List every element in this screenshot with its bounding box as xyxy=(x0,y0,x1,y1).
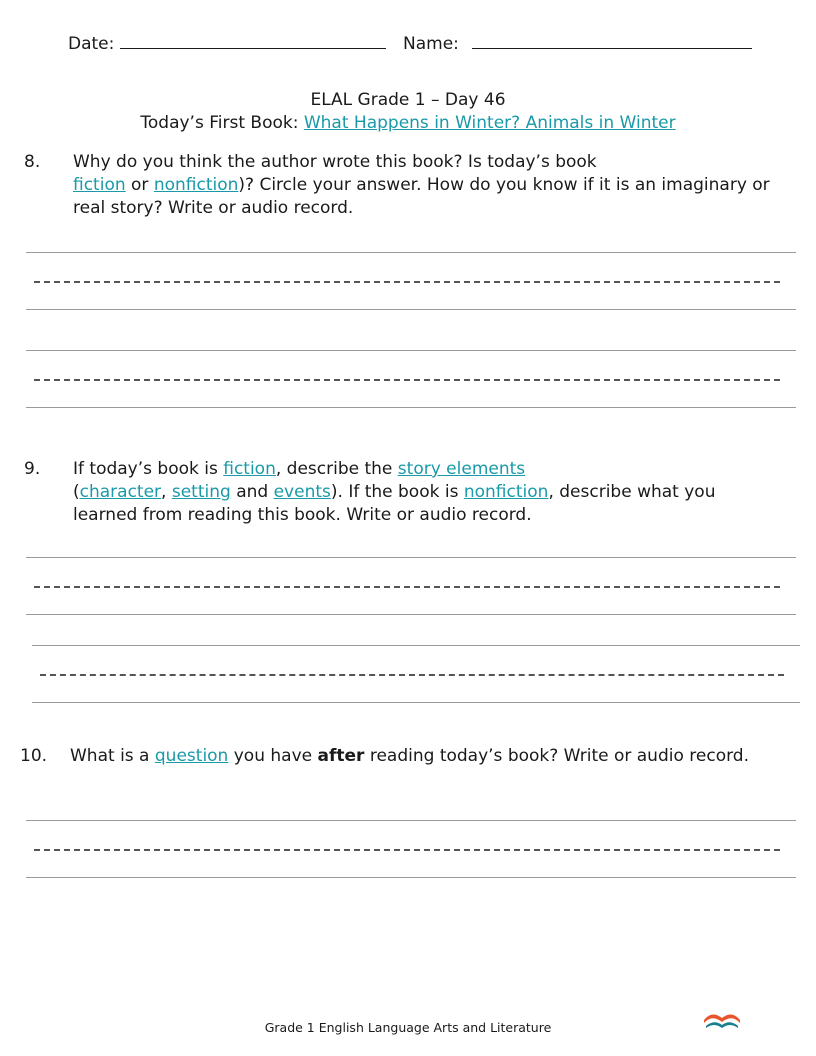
q8-line2 xyxy=(73,174,803,197)
q8-line1: Why do you think the author wrote this book? Is today’s book xyxy=(73,152,597,172)
q9-and: and xyxy=(230,482,274,502)
nonfiction-link[interactable]: nonfiction xyxy=(463,482,549,502)
date-field xyxy=(68,32,386,54)
writing-line-solid[interactable] xyxy=(26,407,796,408)
writing-line-dashed xyxy=(34,281,780,283)
writing-line-solid[interactable] xyxy=(26,820,796,821)
writing-line-solid[interactable] xyxy=(26,309,796,310)
q10-b: you have xyxy=(228,746,318,766)
name-label: Name: xyxy=(403,34,459,54)
q9-text xyxy=(73,458,803,527)
q10-c: reading today’s book? Write or audio record. xyxy=(364,746,749,766)
writing-line-solid[interactable] xyxy=(26,614,796,615)
q9-number: 9. xyxy=(24,459,41,479)
writing-line-dashed xyxy=(34,849,780,851)
writing-line-dashed xyxy=(34,379,780,381)
name-field xyxy=(403,32,752,54)
writing-line-solid[interactable] xyxy=(26,557,796,558)
q10-number: 10. xyxy=(20,746,48,766)
q9-open-paren: ( xyxy=(73,482,80,502)
story-elements-link[interactable]: story elements xyxy=(397,459,526,479)
date-input-line[interactable] xyxy=(120,32,386,49)
q8-line2-rest: )? Circle your answer. How do you know if it is an imaginary or xyxy=(238,175,770,195)
book-title-link[interactable]: What Happens in Winter? Animals in Winter xyxy=(303,113,676,133)
q9-l1a: If today’s book is xyxy=(73,459,224,479)
q9-comma: , xyxy=(161,482,172,502)
page-title: ELAL Grade 1 – Day 46 xyxy=(310,90,506,110)
q10-after: after xyxy=(317,746,365,766)
writing-line-solid[interactable] xyxy=(26,350,796,351)
open-book-logo-icon xyxy=(702,1006,742,1032)
events-link[interactable]: events xyxy=(273,482,331,502)
setting-link[interactable]: setting xyxy=(171,482,231,502)
q10-text xyxy=(70,745,805,768)
writing-line-solid[interactable] xyxy=(32,645,800,646)
fiction-link[interactable]: fiction xyxy=(73,175,126,195)
q9-line2 xyxy=(73,481,803,504)
question-link[interactable]: question xyxy=(154,746,229,766)
q10-a: What is a xyxy=(70,746,155,766)
q8-or: or xyxy=(125,175,154,195)
book-prefix: Today’s First Book: xyxy=(140,113,304,133)
character-link[interactable]: character xyxy=(79,482,162,502)
q9-l2c: , describe what you xyxy=(548,482,716,502)
footer-text: Grade 1 English Language Arts and Literature xyxy=(264,1020,552,1035)
q9-line1 xyxy=(73,458,803,481)
writing-line-solid[interactable] xyxy=(26,877,796,878)
q9-l1b: , describe the xyxy=(275,459,398,479)
nonfiction-link[interactable]: nonfiction xyxy=(153,175,239,195)
q8-number: 8. xyxy=(24,152,41,172)
book-line xyxy=(0,113,816,133)
q9-line3: learned from reading this book. Write or audio record. xyxy=(73,505,532,525)
date-label: Date: xyxy=(68,34,115,54)
q8-text xyxy=(73,151,803,220)
fiction-link[interactable]: fiction xyxy=(223,459,276,479)
writing-line-dashed xyxy=(34,586,780,588)
name-input-line[interactable] xyxy=(472,32,752,49)
q9-l2b: ). If the book is xyxy=(330,482,464,502)
writing-line-dashed xyxy=(40,674,784,676)
writing-line-solid[interactable] xyxy=(32,702,800,703)
q8-line3: real story? Write or audio record. xyxy=(73,198,354,218)
writing-line-solid[interactable] xyxy=(26,252,796,253)
